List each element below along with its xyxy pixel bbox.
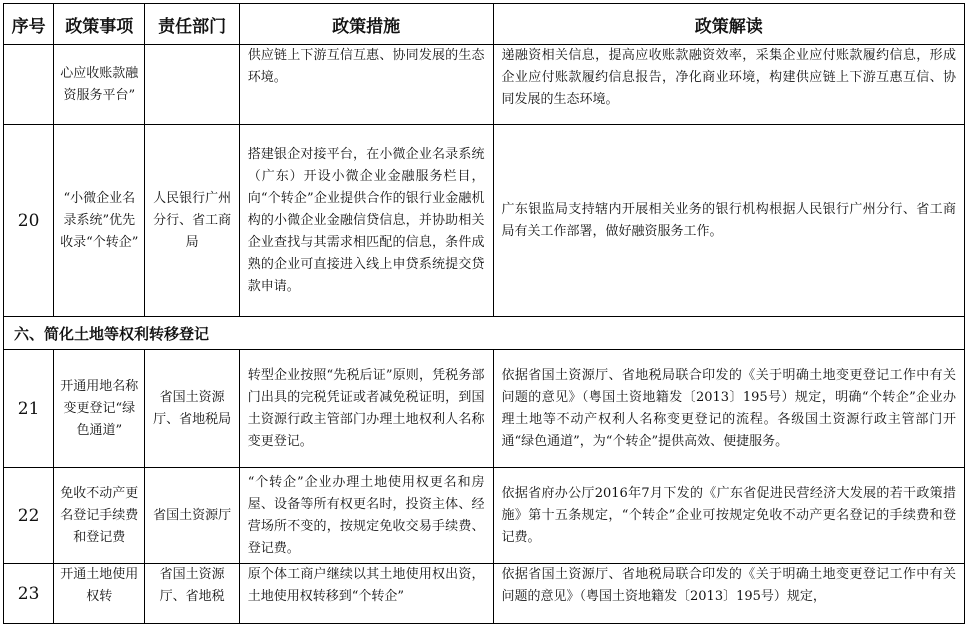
row-reading (493, 468, 965, 564)
row-reading-text: 广东银监局支持辖内开展相关业务的银行机构根据人民银行广州分行、省工商局有关工作部署，做好融资服务工作。 (501, 201, 956, 239)
row-item-text: 免收不动产更名登记手续费和登记费 (60, 485, 139, 545)
row-item-text: “小微企业名录系统”优先收录“个转企” (60, 190, 139, 250)
row-item (54, 468, 145, 564)
row-item (54, 45, 145, 125)
row-item (54, 350, 145, 468)
row-reading (493, 350, 965, 468)
row-measure (239, 564, 493, 624)
table-row (4, 45, 965, 125)
row-dept-text: 省国土资源厅、省地税 (159, 567, 225, 604)
header-no: 序号 (4, 4, 54, 45)
table-row (4, 468, 965, 564)
table-row (4, 125, 965, 317)
row-reading (493, 125, 965, 317)
row-reading-text: 依据省国土资源厅、省地税局联合印发的《关于明确土地变更登记工作中有关问题的意见》（粤国土资地籍发〔2013〕195号）规定， (501, 567, 956, 604)
row-reading-text: 依据省府办公厅2016年7月下发的《广东省促进民营经济大发展的若干政策措施》第十五条规定，“个转企”企业可按规定免收不动产更名登记的手续费和登记费。 (501, 485, 956, 545)
row-measure-text: 原个体工商户继续以其土地使用权出资，土地使用权转移到“个转企” (247, 567, 485, 604)
table-header-row (4, 4, 965, 45)
row-measure-text: 搭建银企对接平台，在小微企业名录系统（广东）开设小微企业金融服务栏目，向“个转企”企业提供合作的银行业金融机构的小微企业金融信贷信息，并协助相关企业查找与其需求相匹配的信息，条件成熟的企业可直接进入线上申贷系统提交贷款申请。 (247, 146, 485, 294)
row-reading (493, 45, 965, 125)
row-measure (239, 125, 493, 317)
row-no: 23 (4, 564, 54, 624)
row-no: 22 (4, 468, 54, 564)
header-reading: 政策解读 (493, 4, 965, 45)
row-measure-text: 转型企业按照“先税后证”原则，凭税务部门出具的完税凭证或者减免税证明，到国土资源行政主管部门办理土地权利人名称变更登记。 (247, 367, 485, 449)
header-dept: 责任部门 (145, 4, 239, 45)
header-item: 政策事项 (54, 4, 145, 45)
row-item (54, 564, 145, 624)
row-dept (145, 125, 239, 317)
table-row (4, 564, 965, 624)
table-row (4, 350, 965, 468)
row-dept-text: 人民银行广州分行、省工商局 (153, 190, 232, 250)
row-dept-text: 省国土资源厅、省地税局 (153, 389, 232, 427)
header-measure: 政策措施 (239, 4, 493, 45)
row-measure (239, 350, 493, 468)
row-dept (145, 350, 239, 468)
row-dept (145, 468, 239, 564)
row-dept-text: 省国土资源厅 (153, 507, 232, 523)
row-measure (239, 468, 493, 564)
row-no (4, 45, 54, 125)
row-no: 21 (4, 350, 54, 468)
policy-table (3, 3, 965, 624)
row-reading (493, 564, 965, 624)
row-dept (145, 564, 239, 624)
row-item-text: 开通土地使用权转 (60, 567, 139, 604)
row-reading-text: 递融资相关信息，提高应收账款融资效率，采集企业应付账款履约信息，形成企业应付账款履约信息报告，净化商业环境，构建供应链上下游互惠互信、协同发展的生态环境。 (501, 48, 956, 107)
row-measure-text: “个转企”企业办理土地使用权更名和房屋、设备等所有权更名时，投资主体、经营场所不变的，按规定免收交易手续费、登记费。 (247, 474, 485, 556)
row-measure (239, 45, 493, 125)
row-dept (145, 45, 239, 125)
section-title: 六、简化土地等权利转移登记 (4, 317, 965, 350)
row-no: 20 (4, 125, 54, 317)
row-item-text: 心应收账款融资服务平台” (60, 65, 139, 103)
row-reading-text: 依据省国土资源厅、省地税局联合印发的《关于明确土地变更登记工作中有关问题的意见》（粤国土资地籍发〔2013〕195号）规定，明确“个转企”企业办理土地等不动产权利人名称变更登记的流程。各级国土资源行政主管部门开通“绿色通道”，为“个转企”提供高效、便捷服务。 (501, 367, 956, 449)
row-item-text: 开通用地名称变更登记“绿色通道” (60, 378, 139, 438)
row-item (54, 125, 145, 317)
row-measure-text: 供应链上下游互信互惠、协同发展的生态环境。 (247, 48, 485, 85)
section-row (4, 317, 965, 350)
